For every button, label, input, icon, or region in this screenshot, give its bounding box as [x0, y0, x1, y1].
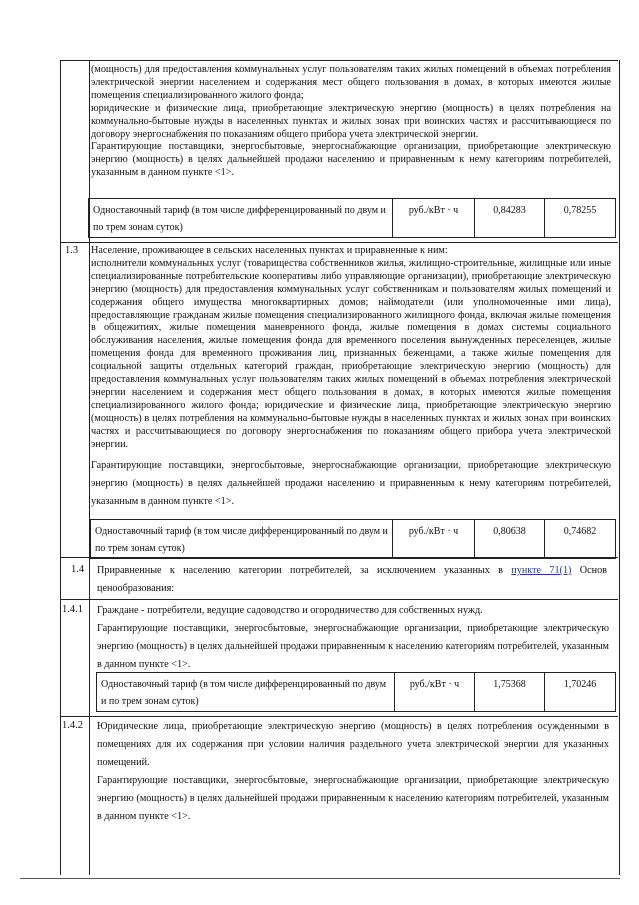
- paragraph: Гарантирующие поставщики, энергосбытовые, энергоснабжающие организации, приобретающие электрическую энергию (мощность) в целях дальнейшей продажи населению и приравненным к нему категориям потребителей, указанным в данном пункте <1>.: [91, 141, 611, 179]
- tariff-row: [96, 672, 616, 712]
- paragraph: Население, проживающее в сельских населенных пунктах и приравненные к ним:: [91, 245, 448, 256]
- tariff-value-2: 0,78255: [563, 205, 597, 216]
- row-number: 1.4.2: [62, 720, 83, 731]
- paragraph: Гарантирующие поставщики, энергосбытовые, энергоснабжающие организации, приобретающие электрическую энергию (мощность) в целях дальнейшей продажи приравненным к населению категориям потребителей, указанным в данном пункте <1>.: [97, 775, 609, 822]
- tariff-unit: руб./кВт · ч: [393, 199, 475, 237]
- row-text: [97, 562, 607, 598]
- tariff-label: Одноставочный тариф (в том числе дифференцированный по двум и по трем зонам суток): [97, 673, 395, 711]
- paragraph: Гарантирующие поставщики, энергосбытовые, энергоснабжающие организации, приобретающие электрическую энергию (мощность) в целях дальнейшей продажи населению и приравненным к нему категориям потребителей, указанным в данном пункте <1>.: [91, 459, 611, 507]
- row-text-start: Приравненные к населению категории потребителей, за исключением указанных в: [97, 565, 512, 576]
- paragraph: исполнители коммунальных услуг (товарищества собственников жилья, жилищно-строительные, жилищные или иные специализированные потребительские кооперативы либо управляющие организации), приобретающие электрическую энергию (мощность) для предоставления коммунальных услуг собственникам и пользователям жилых помещений и содержания общего имущества многоквартирных домов; наймодатели (или уполномоченные ими лица), предоставляющие гражданам жилые помещения специализированного жилищного фонда, включая жилые помещения в общежитиях, жилые помещения маневренного фонда, жилые помещения в домах системы социального обслуживания населения, жилые помещения фонда для временного поселения вынужденных переселенцев, жилые помещения фонда для временного проживания лиц, признанных беженцами, а также жилые помещения для социальной защиты отдельных категорий граждан, приобретающие электрическую энергию (мощность) для предоставления коммунальных услуг пользователям таких жилых помещений в объемах потребления электрической энергии населением и содержания мест общего пользования в домах, в которых имеются жилые помещения специализированного жилого фонда; юридические и физические лица, приобретающие электрическую энергию (мощность) в целях потребления на коммунально-бытовые нужды в населенных пунктах и жилых зонах при воинских частях и рассчитывающиеся по договору энергоснабжения по показаниям общего прибора учета электрической энергии.: [91, 257, 611, 450]
- row-divider: [60, 242, 618, 243]
- row-text: [91, 245, 611, 511]
- row-divider: [60, 60, 618, 61]
- page-bottom-rule: [20, 878, 620, 879]
- reference-link[interactable]: пункте 71(1): [511, 565, 572, 576]
- row-text: [97, 718, 609, 826]
- tariff-unit: руб./кВт · ч: [395, 673, 475, 711]
- tariff-value-1: 1,75368: [475, 673, 545, 711]
- paragraph: Юридические лица, приобретающие электрическую энергию (мощность) в целях потребления осужденными в помещениях для их содержания при условии наличия раздельного учета электрической энергии для указанных помещений.: [97, 721, 609, 768]
- tariff-value-2: 0,74682: [563, 526, 597, 537]
- tariff-label: Одноставочный тариф (в том числе дифференцированный по двум и по трем зонам суток): [89, 199, 393, 237]
- paragraph: Граждане - потребители, ведущие садоводство и огородничество для собственных нужд.: [97, 605, 483, 616]
- column-separator: [89, 60, 90, 875]
- row-continuation-text: [91, 64, 611, 180]
- row-divider: [60, 599, 618, 600]
- row-divider: [60, 716, 618, 717]
- tariff-label: Одноставочный тариф (в том числе дифференцированный по двум и по трем зонам суток): [91, 520, 393, 558]
- tariff-value-1: 0,80638: [475, 520, 545, 558]
- paragraph: (мощность) для предоставления коммунальных услуг пользователям таких жилых помещений в объемах потребления электрической энергии населением и содержания мест общего пользования в домах, в которых имеются жилые помещения специализированного жилого фонда;: [91, 64, 611, 101]
- row-number: 1.4.1: [62, 604, 83, 615]
- row-text-end: Основ ценообразования:: [97, 565, 607, 594]
- row-number: 1.4: [71, 564, 85, 575]
- paragraph: юридические и физические лица, приобретающие электрическую энергию (мощность) в целях потребления на коммунально-бытовые нужды в населенных пунктах и жилых зонах при воинских частях и рассчитывающиеся по договору энергоснабжения по показаниям общего прибора учета электрической энергии.: [91, 102, 611, 140]
- tariff-value-1: 0,84283: [475, 199, 545, 237]
- tariff-unit: руб./кВт · ч: [393, 520, 475, 558]
- tariff-row: [90, 519, 616, 559]
- row-number: 1.3: [65, 245, 79, 256]
- row-text: [97, 602, 609, 674]
- paragraph: Гарантирующие поставщики, энергосбытовые, энергоснабжающие организации, приобретающие электрическую энергию (мощность) в целях дальнейшей продажи приравненным к населению категориям потребителей, указанным в данном пункте <1>.: [97, 623, 609, 670]
- tariff-row: [88, 198, 616, 238]
- tariff-value-2: 1,70246: [563, 679, 597, 690]
